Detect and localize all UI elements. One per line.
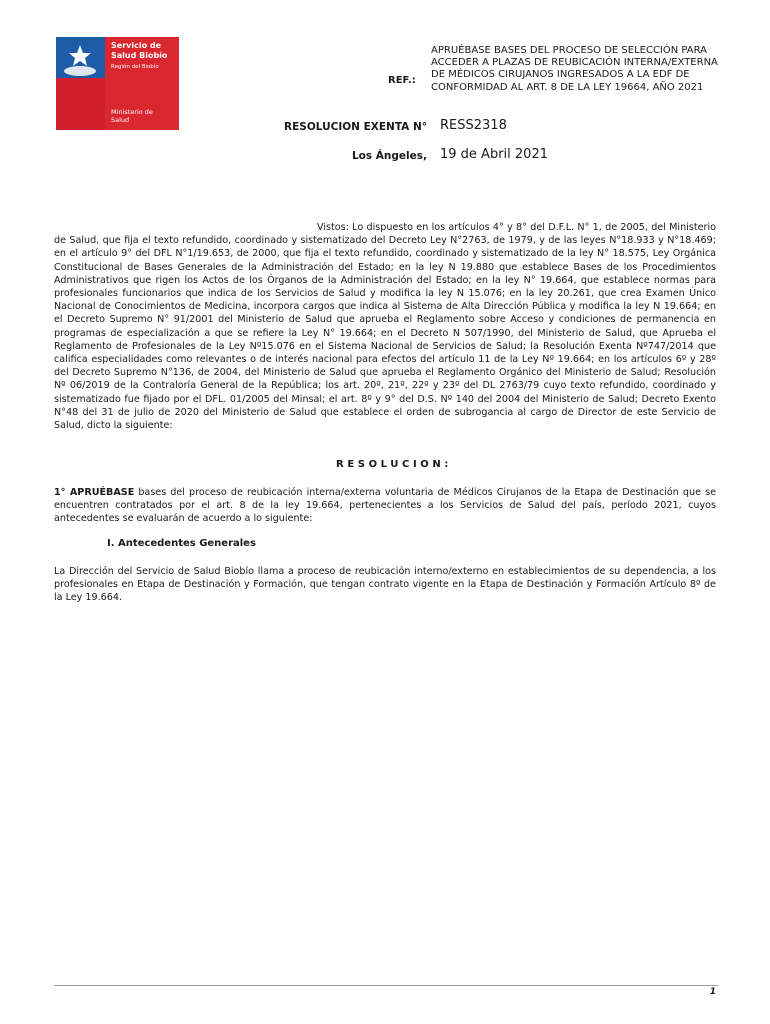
logo-ministry-line1: Ministerio de [111,108,153,116]
point1-text: bases del proceso de reubicación interna/externa voluntaria de Médicos Cirujanos de la Etapa de Destinación que se encuentren contratados por el art. 8 de la ley 19.664, pertenecientes a los Servicios de Salud del país, período 2021, cuyos antecedentes se evaluarán de acuerdo a lo siguiente: [54,487,716,525]
section-title-antecedentes: I. Antecedentes Generales [107,538,256,549]
logo-region: Región del Biobío [111,64,159,70]
antecedentes-paragraph: La Dirección del Servicio de Salud Biobío llama a proceso de reubicación interno/externo en establecimientos de su dependencia, a los profesionales en Etapa de Destinación y Formación, que tengan contrato vigente en la Etapa de Destinación y Formación Artículo 8º de la Ley 19.664. [54,566,716,604]
resolution-number: RESS2318 [440,118,507,133]
point1-lead: 1° APRUÉBASE [54,487,135,498]
institution-logo [56,37,179,130]
logo-ministry [111,108,153,124]
ref-label: REF.: [388,75,416,86]
resolution-label: RESOLUCION EXENTA N° [284,121,427,133]
ref-text: APRUÉBASE BASES DEL PROCESO DE SELECCIÓN PARA ACCEDER A PLAZAS DE REUBICACIÓN INTERNA/EXTERNA DE MÉDICOS CIRUJANOS INGRESADOS A LA EDF DE CONFORMIDAD AL ART. 8 DE LA LEY 19664, AÑO 2021 [431,45,718,93]
chilean-shield-icon [56,37,105,130]
document-date: 19 de Abril 2021 [440,147,548,162]
place-label: Los Ángeles, [351,150,427,162]
page-number: 1 [709,987,716,997]
logo-text-panel [105,37,179,130]
vistos-paragraph: Vistos: Lo dispuesto en los artículos 4° y 8° del D.F.L. N° 1, de 2005, del Ministerio de Salud, que fija el texto refundido, coordinado y sistematizado del Decreto Ley N°2763, de 1979, y de las leyes N°18.933 y N°18.469; en el artículo 9° del DFL N°1/19.653, de 2000, que fija el texto refundido, coordinado y sistematizado de la ley N° 18.575, Ley Orgánica Constitucional de Bases Generales de la Administración del Estado; en la ley N 19.880 que establece Bases de los Procedimientos Administrativos que rigen los Actos de los Órganos de la Administración del Estado; en la ley N° 19.664, que establece normas para profesionales funcionarios que indica de los Servicios de Salud y modifica la ley N 15.076; en la ley 20.261, que crea Examen Único Nacional de Conocimientos de Medicina, incorpora cargos que indica al Sistema de Alta Dirección Pública y modifica la ley N 19.664; en el Decreto Supremo N° 91/2001 del Ministerio de Salud que aprueba el Reglamento sobre Acceso y condiciones de permanencia en programas de especialización a que se refiere la Ley N° 19.664; en el Decreto N 507/1990, del Ministerio de Salud, que Aprueba el Reglamento de Profesionales de la Ley Nº15.076 en el Sistema Nacional de Servicios de Salud; la Resolución Exenta Nº747/2014 que califica especialidades como relevantes o de interés nacional para efectos del artículo 11 de la Ley Nº 19.664; en los artículos 6º y 28º del Decreto Supremo N°136, de 2004, del Ministerio de Salud que aprueba el Reglamento Orgánico del Ministerio de Salud; Resolución Nº 06/2019 de la Contraloría General de la República; los art. 20º, 21º, 22º y 23º del DL 2763/79 cuyo texto refundido, coordinado y sistematizado fue fijado por el DFL. 01/2005 del Minsal; el art. 8º y 9° del D.S. Nº 140 del 2004 del Ministerio de Salud; Decreto Exento N°48 del 31 de julio de 2020 del Ministerio de Salud que establece el orden de subrogancia al cargo de Director de este Servicio de Salud, dicto la siguiente: [54,222,716,432]
resolucion-heading: RESOLUCION: [336,459,452,470]
logo-ministry-line2: Salud [111,116,130,124]
logo-org-line2: Salud Biobío [111,50,168,60]
footer-divider [54,985,718,986]
logo-org-line1: Servicio de [111,41,162,50]
point1-paragraph [54,486,716,526]
